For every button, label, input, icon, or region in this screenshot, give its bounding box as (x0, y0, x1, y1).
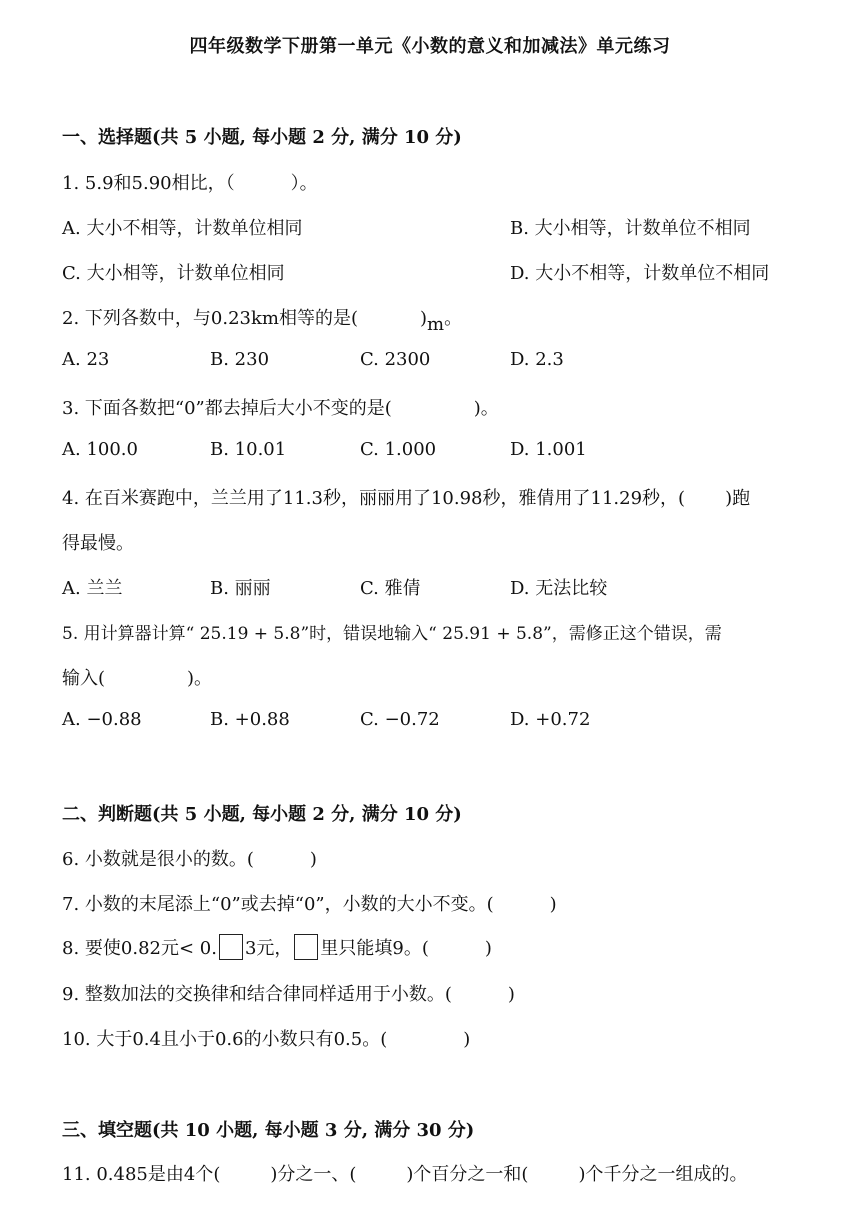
question-2-end: 。 (444, 308, 463, 329)
question-8-end: ) (484, 938, 492, 959)
question-11-text-2: )分之一、( (270, 1164, 357, 1185)
question-6 (62, 845, 317, 871)
digit-box[interactable] (219, 934, 243, 960)
question-4-text: 4. 在百米赛跑中，兰兰用了11.3秒，丽丽用了10.98秒，雅倩用了11.29秒，( (62, 488, 686, 509)
question-4-stem (62, 484, 750, 510)
question-7 (62, 890, 557, 916)
question-10-end: ) (463, 1029, 471, 1050)
question-2-option-d: D. 2.3 (510, 349, 564, 370)
question-11-text-4: )个千分之一组成的。 (578, 1164, 748, 1185)
question-1-option-b: B. 大小相等，计数单位不相同 (510, 218, 751, 239)
question-8-text: 8. 要使0.82元< 0. (62, 938, 217, 959)
question-1-option-d: D. 大小不相等，计数单位不相同 (510, 263, 770, 284)
question-8-text-2: 3元， (244, 938, 293, 959)
question-10 (62, 1025, 470, 1051)
question-5-option-a: A. −0.88 (62, 709, 142, 730)
question-1-option-c: C. 大小相等，计数单位相同 (62, 263, 285, 284)
question-1-text: 1. 5.9和5.90相比，（ (62, 173, 235, 194)
question-2-option-b: B. 230 (210, 349, 270, 370)
question-4-stem-line2: 得最慢。 (62, 533, 134, 554)
question-8 (62, 934, 492, 960)
question-11-text-3: )个百分之一和( (406, 1164, 529, 1185)
question-3-text: 3. 下面各数把“0”都去掉后大小不变的是( (62, 398, 392, 419)
question-11-text: 11. 0.485是由4个( (62, 1164, 221, 1185)
question-4-option-a: A. 兰兰 (62, 578, 123, 599)
question-4-option-c: C. 雅倩 (360, 578, 421, 599)
question-2-unit: m (427, 314, 445, 335)
question-5-stem: 5. 用计算器计算“ 25.19 + 5.8”时，错误地输入“ 25.91 + 5.8”，需修正这个错误，需 (62, 624, 722, 644)
question-2-stem (62, 304, 463, 335)
question-5-option-c: C. −0.72 (360, 709, 440, 730)
question-3-stem (62, 394, 499, 420)
question-3-option-c: C. 1.000 (360, 439, 437, 460)
section-heading-fill-in: 三、填空题(共 10 小题, 每小题 3 分, 满分 30 分) (62, 1120, 475, 1141)
question-2-option-a: A. 23 (62, 349, 110, 370)
question-2-text: 2. 下列各数中，与0.23km相等的是( (62, 308, 358, 329)
question-7-end: ) (549, 894, 557, 915)
question-6-end: ) (309, 849, 317, 870)
question-2-paren: ) (419, 308, 428, 329)
digit-box[interactable] (294, 934, 318, 960)
page-title: 四年级数学下册第一单元《小数的意义和加减法》单元练习 (189, 36, 671, 57)
question-8-text-3: 里只能填9。( (320, 938, 429, 959)
question-9-text: 9. 整数加法的交换律和结合律同样适用于小数。( (62, 984, 452, 1005)
question-9-end: ) (507, 984, 515, 1005)
question-11 (62, 1160, 747, 1186)
section-heading-judgment: 二、判断题(共 5 小题, 每小题 2 分, 满分 10 分) (62, 804, 462, 825)
question-7-text: 7. 小数的末尾添上“0”或去掉“0”，小数的大小不变。( (62, 894, 494, 915)
question-5-text-end: )。 (187, 668, 213, 689)
question-4-option-d: D. 无法比较 (510, 578, 608, 599)
question-1-text-end: ）。 (290, 173, 318, 194)
question-9 (62, 980, 515, 1006)
question-3-text-end: )。 (473, 398, 499, 419)
question-6-text: 6. 小数就是很小的数。( (62, 849, 254, 870)
question-3-option-a: A. 100.0 (62, 439, 138, 460)
question-3-option-b: B. 10.01 (210, 439, 287, 460)
question-5-stem-line2 (62, 664, 212, 690)
question-1-stem (62, 169, 318, 195)
question-5-option-d: D. +0.72 (510, 709, 591, 730)
question-4-text-end: )跑 (725, 488, 751, 509)
question-5-text: 输入( (62, 668, 106, 689)
question-1-option-a: A. 大小不相等，计数单位相同 (62, 218, 303, 239)
question-4-option-b: B. 丽丽 (210, 578, 271, 599)
section-heading-choice: 一、选择题(共 5 小题, 每小题 2 分, 满分 10 分) (62, 127, 462, 148)
question-2-option-c: C. 2300 (360, 349, 431, 370)
question-5-option-b: B. +0.88 (210, 709, 290, 730)
question-10-text: 10. 大于0.4且小于0.6的小数只有0.5。( (62, 1029, 388, 1050)
question-3-option-d: D. 1.001 (510, 439, 587, 460)
